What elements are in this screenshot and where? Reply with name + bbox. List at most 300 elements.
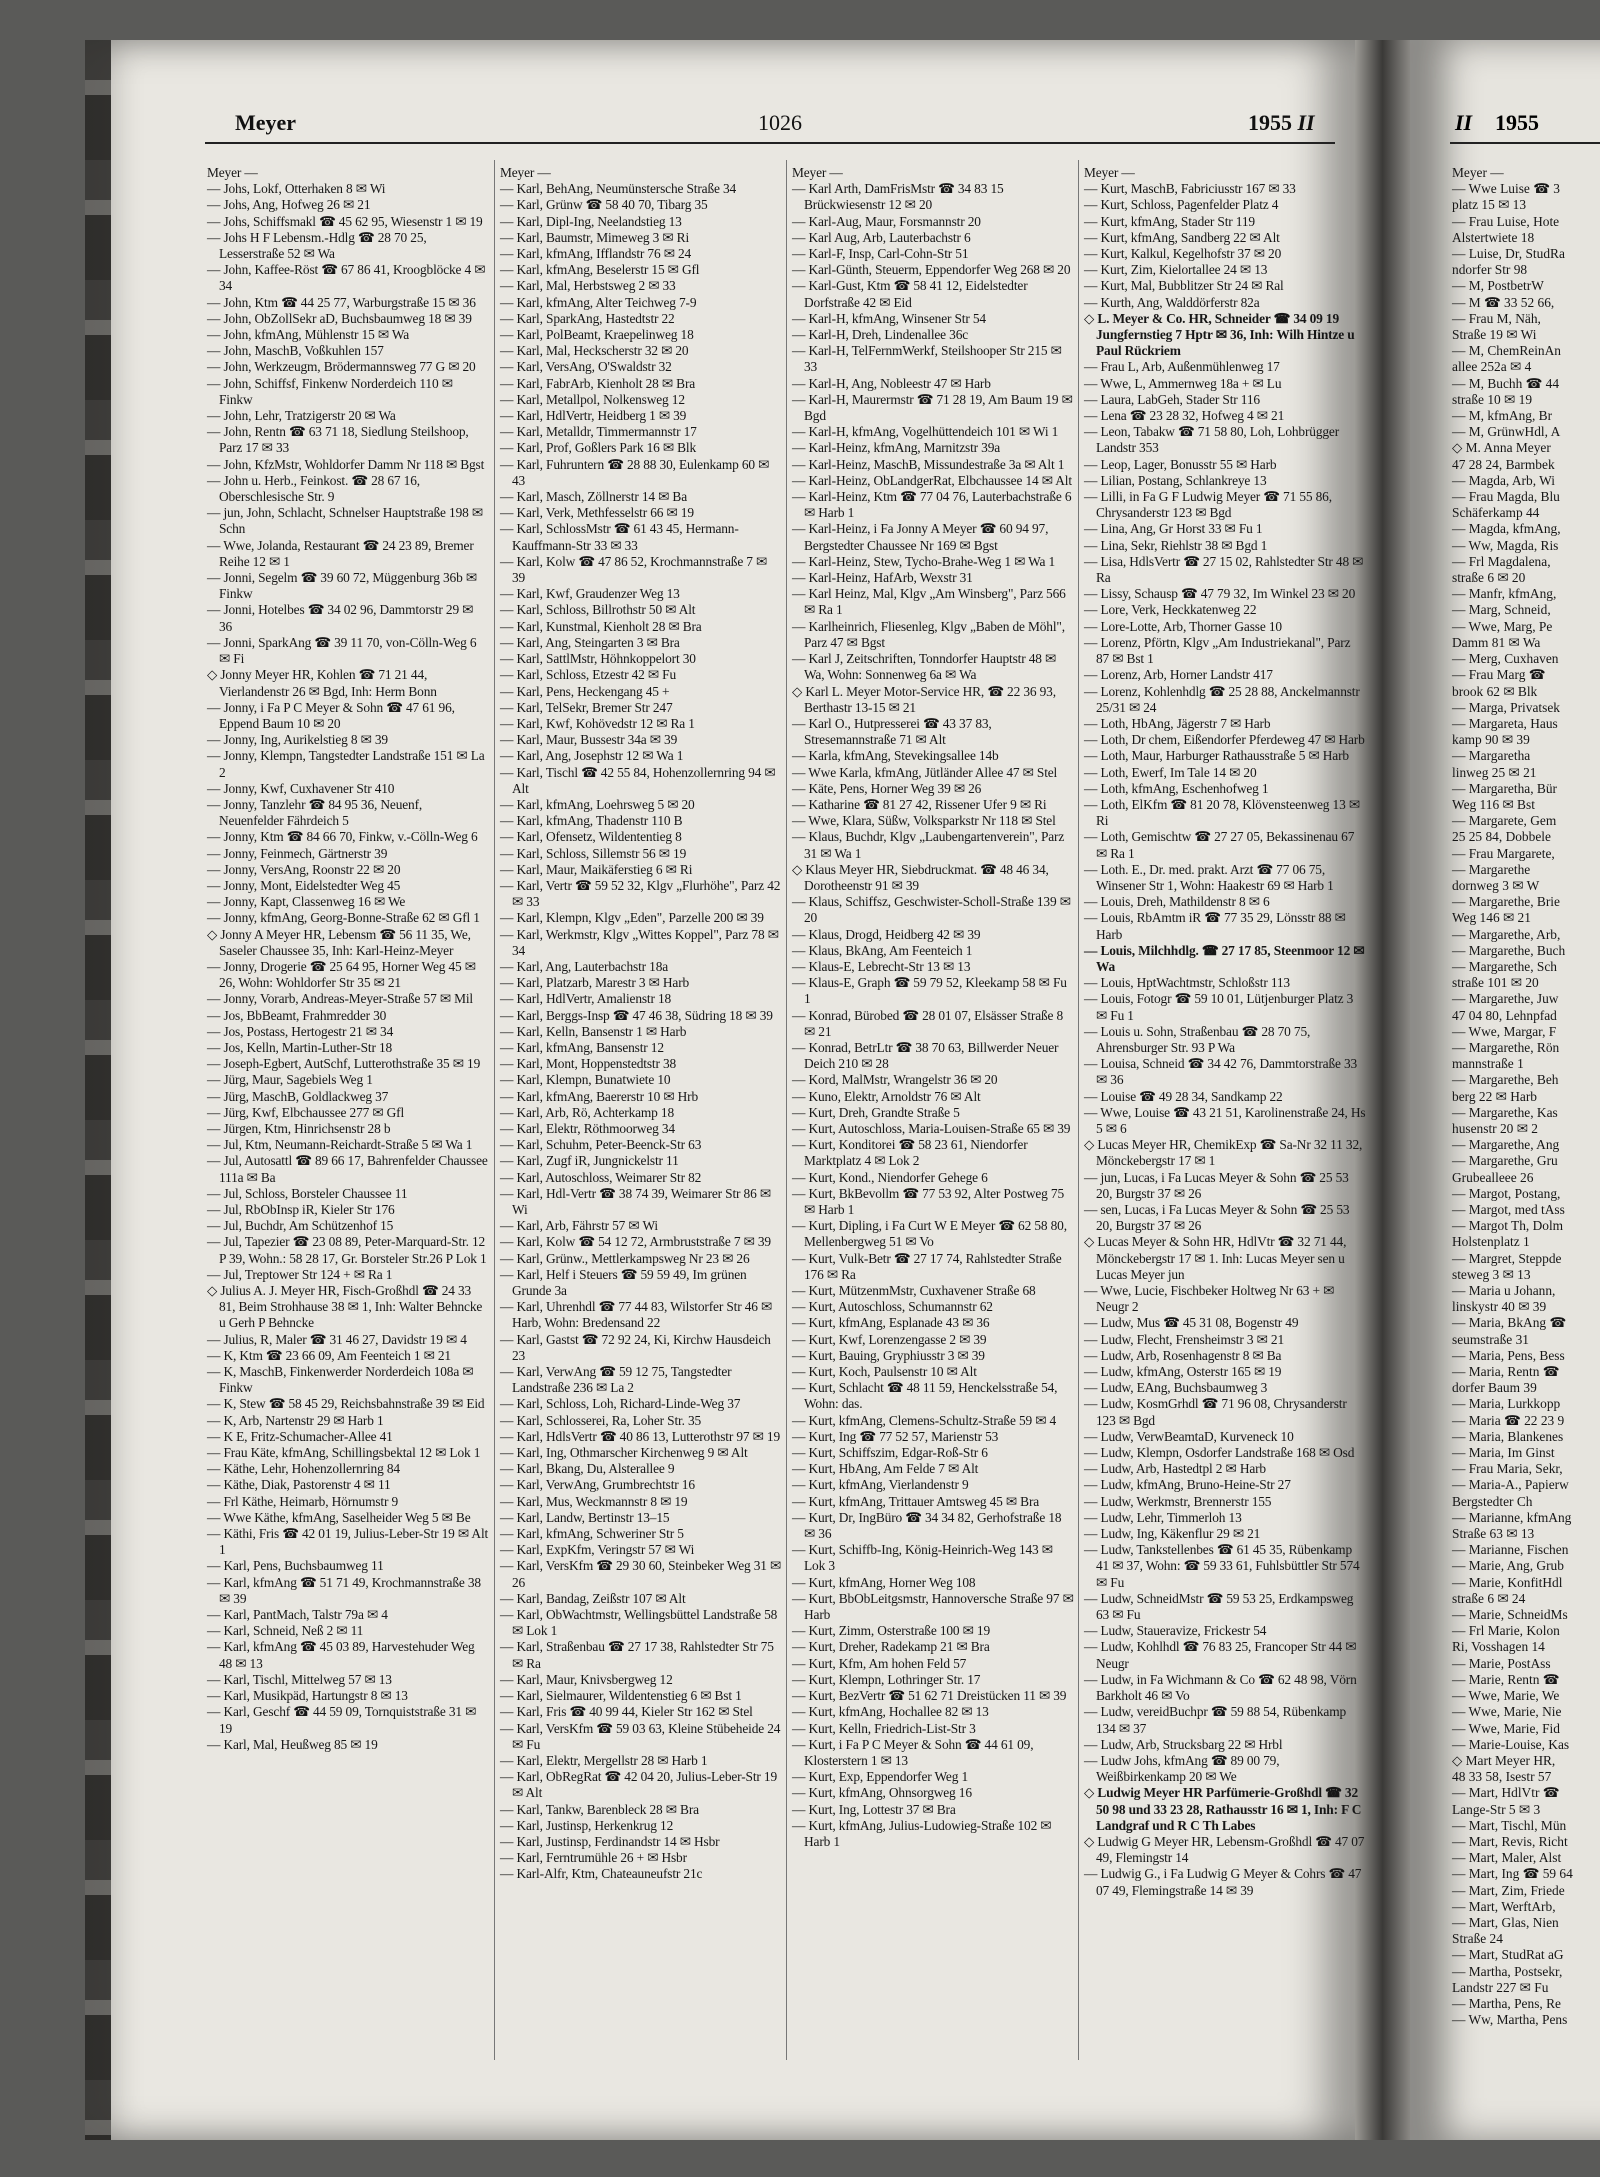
directory-entry: — John, Ktm ☎ 44 25 77, Warburgstraße 15 ✉ 36 bbox=[207, 294, 476, 310]
directory-entry: — Kurt, Vulk-Betr ☎ 27 17 74, Rahlstedter Straße 176 ✉ Ra bbox=[792, 1250, 1062, 1282]
page-number: 1026 bbox=[758, 110, 802, 135]
directory-entry: — Karl, Musikpäd, Hartungstr 8 ✉ 13 bbox=[207, 1688, 408, 1704]
directory-entry: — Jonny, Tanzlehr ☎ 84 95 36, Neuenf, Neuenfelder Fährdeich 5 bbox=[207, 796, 423, 829]
directory-entry: — Karl, kfmAng, Loehrsweg 5 ✉ 20 bbox=[500, 796, 695, 812]
directory-entry: — Maria, Rentn ☎ bbox=[1452, 1364, 1560, 1380]
directory-entry: ◇ Mart Meyer HR, bbox=[1452, 1752, 1556, 1768]
directory-entry: — Martha, Pens, Re bbox=[1452, 1995, 1561, 2011]
directory-entry: — Margareta, Haus bbox=[1452, 715, 1558, 731]
directory-entry: — Kurt, Zimm, Osterstraße 100 ✉ 19 bbox=[792, 1623, 991, 1639]
directory-entry: — Karl, Baumstr, Mimeweg 3 ✉ Ri bbox=[500, 229, 690, 245]
directory-entry: — Wwe, L, Ammernweg 18a + ✉ Lu bbox=[1084, 375, 1282, 391]
directory-entry: ◇ Lucas Meyer & Sohn HR, HdlVtr ☎ 32 71 44, Mönckebergstr 17 ✉ 1. Inh: Lucas Meyer sen u Lucas Meyer jun bbox=[1084, 1234, 1347, 1282]
directory-entry: — Karl, Tischl ☎ 42 55 84, Hohenzollernring 94 ✉ Alt bbox=[500, 764, 776, 796]
directory-entry: — Karl-Heinz, i Fa Jonny A Meyer ☎ 60 94 97, Bergstedter Chaussee Nr 169 ✉ Bgst bbox=[792, 521, 1049, 553]
directory-entry: — Margarethe, Kas bbox=[1452, 1104, 1558, 1120]
directory-entry: — Margarethe, Gru bbox=[1452, 1153, 1558, 1169]
directory-entry: — Karl, kfmAng, Baererstr 10 ✉ Hrb bbox=[500, 1088, 699, 1104]
directory-entry: — Marianne, Fischen bbox=[1452, 1542, 1569, 1558]
directory-entry: — Karl-H, kfmAng, Vogelhüttendeich 101 ✉ Wi 1 bbox=[792, 424, 1059, 440]
directory-entry: — Karl, Autoschloss, Weimarer Str 82 bbox=[500, 1169, 702, 1185]
directory-entry: — Mart, Glas, Nien bbox=[1452, 1914, 1559, 1930]
directory-entry: — Laura, LabGeh, Stader Str 116 bbox=[1084, 391, 1260, 407]
directory-entry: — Kurt, Klempn, Lothringer Str. 17 bbox=[792, 1671, 981, 1687]
directory-entry: — Kurt, Schiffszim, Edgar-Roß-Str 6 bbox=[792, 1445, 988, 1461]
directory-column-1 bbox=[207, 165, 489, 1753]
directory-entry: — Kurt, Ing, Lottestr 37 ✉ Bra bbox=[792, 1801, 956, 1817]
directory-entry: — Karl, Mal, Heußweg 85 ✉ 19 bbox=[207, 1736, 378, 1752]
directory-entry: allee 252a ✉ 4 bbox=[1452, 359, 1532, 375]
directory-entry: ◇ Jonny Meyer HR, Kohlen ☎ 71 21 44, Vierlandenstr 26 ✉ Bgd, Inh: Herm Bonn bbox=[207, 667, 437, 699]
directory-entry: — Karl, Vertr ☎ 59 52 32, Klgv „Flurhöhe", Parz 42 ✉ 33 bbox=[500, 877, 781, 910]
directory-entry: — Karl, VersAng, O'Swaldstr 32 bbox=[500, 359, 672, 375]
directory-entry: — Karl, SattlMstr, Höhnkoppelort 30 bbox=[500, 651, 696, 667]
directory-entry: — Loth. E., Dr. med. prakt. Arzt ☎ 77 06 75, Winsener Str 1, Wohn: Haakestr 69 ✉ Harb 1 bbox=[1084, 861, 1334, 893]
directory-entry: — Louis u. Sohn, Straßenbau ☎ 28 70 75, Ahrensburger Str. 93 P Wa bbox=[1084, 1023, 1311, 1055]
directory-entry: — Karl-Alfr, Ktm, Chateauneufstr 21c bbox=[500, 1866, 703, 1882]
directory-entry: — Karl Arth, DamFrisMstr ☎ 34 83 15 Brückwiesenstr 12 ✉ 20 bbox=[792, 181, 1004, 213]
directory-column-3 bbox=[792, 165, 1074, 1850]
directory-entry: — Ludw, Staueravize, Frickestr 54 bbox=[1084, 1623, 1267, 1639]
directory-entry: — Karl, Zugf iR, Jungnickelstr 11 bbox=[500, 1153, 679, 1169]
directory-entry: — Karl, Verk, Methfesselstr 66 ✉ 19 bbox=[500, 505, 694, 521]
directory-entry: — Karl, Justinsp, Ferdinandstr 14 ✉ Hsbr bbox=[500, 1833, 720, 1849]
directory-entry: — Margarethe, Sch bbox=[1452, 958, 1557, 974]
directory-entry: — Karl, PolBeamt, Kraepelinweg 18 bbox=[500, 327, 694, 343]
directory-entry: — Kurt, Dr, IngBüro ☎ 34 34 82, Gerhofstraße 18 ✉ 36 bbox=[792, 1509, 1062, 1542]
directory-entry: — Karl, BehAng, Neumünstersche Straße 34 bbox=[500, 181, 737, 197]
directory-entry: — Jul, RbObInsp iR, Kieler Str 176 bbox=[207, 1202, 395, 1217]
directory-entry: — Loth, Gemischtw ☎ 27 27 05, Bekassinenau 67 ✉ Ra 1 bbox=[1084, 829, 1355, 861]
directory-entry: — M ☎ 33 52 66, bbox=[1452, 294, 1555, 310]
directory-entry: — Loth, HbAng, Jägerstr 7 ✉ Harb bbox=[1084, 715, 1271, 731]
directory-entry: — Maria-A., Papierw bbox=[1452, 1477, 1569, 1493]
directory-entry: — Leop, Lager, Bonusstr 55 ✉ Harb bbox=[1084, 456, 1277, 472]
directory-entry: — Mart, Maler, Alst bbox=[1452, 1850, 1562, 1866]
directory-entry: — Käte, Pens, Horner Weg 39 ✉ 26 bbox=[792, 780, 982, 796]
directory-entry: — Lore-Lotte, Arb, Thorner Gasse 10 bbox=[1084, 618, 1282, 634]
directory-entry: — Wwe Käthe, kfmAng, Saselheider Weg 5 ✉ Be bbox=[207, 1509, 471, 1525]
directory-entry: — Jul, Treptower Str 124 + ✉ Ra 1 bbox=[207, 1266, 393, 1282]
directory-entry: platz 15 ✉ 13 bbox=[1452, 197, 1527, 213]
directory-entry: Straße 63 ✉ 13 bbox=[1452, 1526, 1535, 1542]
header-rule bbox=[205, 142, 1335, 144]
directory-entry: — Kurt, Kond., Niendorfer Gehege 6 bbox=[792, 1169, 988, 1185]
directory-entry: — Karl, Helf i Steuers ☎ 59 59 49, Im grünen Grunde 3a bbox=[500, 1266, 747, 1299]
directory-entry: — Karl, Maur, Bussestr 34a ✉ 39 bbox=[500, 732, 678, 748]
directory-entry: — Kurt, Kelln, Friedrich-List-Str 3 bbox=[792, 1720, 976, 1736]
directory-entry: Meyer — bbox=[207, 165, 258, 180]
directory-entry: — Lilli, in Fa G F Ludwig Meyer ☎ 71 55 86, Chrysanderstr 123 ✉ Bgd bbox=[1084, 489, 1332, 521]
directory-entry: — Karl-Heinz, kfmAng, Marnitzstr 39a bbox=[792, 440, 1001, 456]
directory-entry: — Mart, StudRat aG bbox=[1452, 1947, 1564, 1963]
directory-entry: — Karl-H, TelFernmWerkf, Steilshooper Str 215 ✉ 33 bbox=[792, 343, 1062, 375]
directory-entry: — Ludw, Lehr, Timmerloh 13 bbox=[1084, 1509, 1242, 1525]
directory-entry: — Karl O., Hutpresserei ☎ 43 37 83, Stresemannstraße 71 ✉ Alt bbox=[792, 715, 992, 748]
directory-entry: — Loth, Dr chem, Eißendorfer Pferdeweg 47 ✉ Harb bbox=[1084, 732, 1365, 748]
directory-entry: — Jonny, Mont, Eidelstedter Weg 45 bbox=[207, 877, 401, 893]
directory-entry: — Ludw, VerwBeamtaD, Kurveneck 10 bbox=[1084, 1428, 1294, 1444]
directory-entry: — Karl, Pens, Buchsbaumweg 11 bbox=[207, 1558, 384, 1574]
directory-entry: — Leon, Tabakw ☎ 71 58 80, Loh, Lohbrügger Landstr 353 bbox=[1084, 424, 1340, 456]
directory-entry: — Ludw, KosmGrhdl ☎ 71 96 08, Chrysanderstr 123 ✉ Bgd bbox=[1084, 1396, 1347, 1428]
directory-entry: — Ludw, Werkmstr, Brennerstr 155 bbox=[1084, 1493, 1272, 1509]
directory-entry: — Kurt, Mal, Bubblitzer Str 24 ✉ Ral bbox=[1084, 278, 1284, 294]
directory-entry: — Kurt, kfmAng, Vierlandenstr 9 bbox=[792, 1477, 969, 1493]
directory-entry: — Karl, Schuhm, Peter-Beenck-Str 63 bbox=[500, 1137, 702, 1153]
directory-entry: — Karl, Mal, Herbstsweg 2 ✉ 33 bbox=[500, 278, 676, 294]
directory-entry: — Karl, Grünw., Mettlerkampsweg Nr 23 ✉ 26 bbox=[500, 1250, 750, 1266]
directory-entry: — Karl, Sielmaurer, Wildentenstieg 6 ✉ Bst 1 bbox=[500, 1688, 742, 1704]
directory-entry: dorfer Baum 39 bbox=[1452, 1380, 1537, 1396]
column-divider bbox=[786, 160, 787, 2060]
directory-entry: — Louis, HptWachtmstr, Schloßstr 113 bbox=[1084, 975, 1290, 991]
directory-entry: — Karl-F, Insp, Carl-Cohn-Str 51 bbox=[792, 246, 969, 262]
directory-entry: mannstraße 1 bbox=[1452, 1056, 1524, 1072]
directory-entry: — Kurt, Autoschloss, Maria-Louisen-Straße 65 ✉ 39 bbox=[792, 1120, 1071, 1136]
directory-entry: — Karl, Justinsp, Herkenkrug 12 bbox=[500, 1817, 674, 1833]
directory-entry: — Frau L, Arb, Außenmühlenweg 17 bbox=[1084, 359, 1280, 375]
directory-entry: — Manfr, kfmAng, bbox=[1452, 586, 1557, 602]
directory-entry: — Ludw, Flecht, Frensheimstr 3 ✉ 21 bbox=[1084, 1331, 1284, 1347]
directory-entry: — Ludw, Kohlhdl ☎ 76 83 25, Francoper Str 44 ✉ Neugr bbox=[1084, 1639, 1357, 1671]
directory-entry: — Ludw, Mus ☎ 45 31 08, Bogenstr 49 bbox=[1084, 1315, 1299, 1331]
directory-entry: — Karl, Mont, Hoppenstedtstr 38 bbox=[500, 1056, 677, 1072]
directory-entry: — Käthe, Diak, Pastorenstr 4 ✉ 11 bbox=[207, 1477, 391, 1493]
directory-entry: — Jonny, Kwf, Cuxhavener Str 410 bbox=[207, 780, 395, 796]
directory-entry: — Louis, RbAmtm iR ☎ 77 35 29, Lönsstr 88 ✉ Harb bbox=[1084, 910, 1346, 942]
directory-entry: — Ludw, vereidBuchpr ☎ 59 88 54, Rübenkamp 134 ✉ 37 bbox=[1084, 1704, 1347, 1736]
directory-entry: Holstenplatz 1 bbox=[1452, 1234, 1530, 1250]
directory-entry: — Ludw, Arb, Rosenhagenstr 8 ✉ Ba bbox=[1084, 1347, 1282, 1363]
directory-entry: husenstr 20 ✉ 2 bbox=[1452, 1120, 1538, 1136]
directory-entry: — Ludw, Arb, Strucksbarg 22 ✉ Hrbl bbox=[1084, 1736, 1283, 1752]
directory-entry: ◇ Julius A. J. Meyer HR, Fisch-Großhdl ☎ 24 33 81, Beim Strohhause 38 ✉ 1, Inh: Walter Behncke u Gerh P Behncke bbox=[207, 1283, 483, 1331]
year: 1955 bbox=[1248, 110, 1292, 135]
directory-entry: — Lisa, HdlsVertr ☎ 27 15 02, Rahlstedter Str 48 ✉ Ra bbox=[1084, 553, 1364, 586]
directory-entry: Damm 81 ✉ Wa bbox=[1452, 634, 1541, 650]
directory-entry: — Ludw, kfmAng, Bruno-Heine-Str 27 bbox=[1084, 1477, 1291, 1493]
directory-entry: — Karl, Bkang, Du, Alsterallee 9 bbox=[500, 1461, 675, 1477]
directory-entry: — Kurt, kfmAng, Julius-Ludowieg-Straße 102 ✉ Harb 1 bbox=[792, 1817, 1052, 1849]
directory-entry: — Margarethe, Arb, bbox=[1452, 926, 1561, 942]
directory-entry: — Karl, Fuhruntern ☎ 28 88 30, Eulenkamp 60 ✉ 43 bbox=[500, 456, 770, 488]
directory-entry: — Kurt, HbAng, Am Felde 7 ✉ Alt bbox=[792, 1461, 979, 1477]
directory-entry: — Frl Marie, Kolon bbox=[1452, 1623, 1560, 1639]
directory-entry: — Kurt, Ing ☎ 77 52 57, Marienstr 53 bbox=[792, 1428, 999, 1444]
directory-entry: — Kurt, MaschB, Fabriciusstr 167 ✉ 33 bbox=[1084, 181, 1296, 197]
directory-entry: — John, KfzMstr, Wohldorfer Damm Nr 118 ✉ Bgst bbox=[207, 456, 485, 472]
directory-entry: — K, Arb, Nartenstr 29 ✉ Harb 1 bbox=[207, 1412, 384, 1428]
directory-entry: steweg 3 ✉ 13 bbox=[1452, 1266, 1531, 1282]
directory-entry: — Ludw, in Fa Wichmann & Co ☎ 62 48 98, Vörn Barkholt 46 ✉ Vo bbox=[1084, 1671, 1357, 1704]
directory-entry: — Karlheinrich, Fliesenleg, Klgv „Baben de Möhl", Parz 47 ✉ Bgst bbox=[792, 618, 1065, 650]
directory-entry: — Karl, Ferntrumühle 26 + ✉ Hsbr bbox=[500, 1850, 687, 1866]
directory-entry: — Kurt, kfmAng, Horner Weg 108 bbox=[792, 1574, 976, 1590]
directory-entry: Alstertwiete 18 bbox=[1452, 229, 1535, 245]
directory-entry: — Karl, Ang, Steingarten 3 ✉ Bra bbox=[500, 634, 680, 650]
directory-entry: — Wwe, Marie, Nie bbox=[1452, 1704, 1562, 1720]
directory-entry: — Frau Margarete, bbox=[1452, 845, 1555, 861]
directory-entry: — Karl-H, Dreh, Lindenallee 36c bbox=[792, 327, 969, 343]
directory-entry: — Klaus, Drogd, Heidberg 42 ✉ 39 bbox=[792, 926, 981, 942]
directory-entry: — jun, Lucas, i Fa Lucas Meyer & Sohn ☎ 25 53 20, Burgstr 37 ✉ 26 bbox=[1084, 1169, 1349, 1201]
directory-entry: — Maria, Im Ginst bbox=[1452, 1445, 1555, 1461]
directory-entry: — Wwe, Margar, F bbox=[1452, 1023, 1557, 1039]
directory-entry: straße 6 ✉ 20 bbox=[1452, 570, 1526, 586]
directory-entry: — Karl-H, Ang, Nobleestr 47 ✉ Harb bbox=[792, 375, 991, 391]
directory-entry: — Karl, Schloss, Sillemstr 56 ✉ 19 bbox=[500, 845, 687, 861]
right-page-part: II bbox=[1455, 110, 1473, 135]
directory-entry: — Ludw Johs, kfmAng ☎ 89 00 79, Weißbirkenkamp 20 ✉ We bbox=[1084, 1752, 1280, 1785]
directory-entry: — Magda, Arb, Wi bbox=[1452, 472, 1555, 488]
directory-entry: ◇ M. Anna Meyer bbox=[1452, 440, 1551, 456]
directory-entry: — Karl, kfmAng, Beselerstr 15 ✉ Gfl bbox=[500, 262, 700, 278]
directory-entry: — Jonny, Kapt, Classenweg 16 ✉ We bbox=[207, 894, 406, 910]
directory-entry: — Jonni, Hotelbes ☎ 34 02 96, Dammtorstr 29 ✉ 36 bbox=[207, 602, 474, 634]
directory-entry: Schäferkamp 44 bbox=[1452, 505, 1540, 521]
directory-entry: berg 22 ✉ Harb bbox=[1452, 1088, 1537, 1104]
directory-entry: — Louisa, Schneid ☎ 34 42 76, Dammtorstraße 33 ✉ 36 bbox=[1084, 1056, 1358, 1088]
directory-entry: — Margarethe, Ang bbox=[1452, 1137, 1560, 1153]
directory-entry: — Klaus-E, Lebrecht-Str 13 ✉ 13 bbox=[792, 958, 971, 974]
directory-entry: — Kurth, Ang, Walddörferstr 82a bbox=[1084, 294, 1260, 310]
directory-entry: — Margarethe, Rön bbox=[1452, 1039, 1560, 1055]
directory-entry: — Karl, Klempn, Bunatwiete 10 bbox=[500, 1072, 671, 1088]
directory-entry: — Kurt, BkBevollm ☎ 77 53 92, Alter Postweg 75 ✉ Harb 1 bbox=[792, 1185, 1065, 1217]
directory-entry: — Karl, Schloss, Billrothstr 50 ✉ Alt bbox=[500, 602, 696, 618]
directory-entry: — Käthi, Fris ☎ 42 01 19, Julius-Leber-Str 19 ✉ Alt 1 bbox=[207, 1526, 489, 1558]
directory-entry: — Kurt, Konditorei ☎ 58 23 61, Niendorfer Marktplatz 4 ✉ Lok 2 bbox=[792, 1137, 1028, 1169]
directory-entry: — Karl, Ang, Lauterbachstr 18a bbox=[500, 958, 669, 974]
directory-entry: — Kord, MalMstr, Wrangelstr 36 ✉ 20 bbox=[792, 1072, 998, 1088]
directory-entry: — Frau Luise, Hote bbox=[1452, 213, 1560, 229]
directory-entry: — Karl, Ang, Josephstr 12 ✉ Wa 1 bbox=[500, 748, 684, 764]
directory-entry: — John, Schiffsf, Finkenw Norderdeich 110 ✉ Finkw bbox=[207, 375, 453, 407]
running-head-name: Meyer bbox=[235, 110, 297, 135]
directory-entry: — Maria u Johann, bbox=[1452, 1283, 1556, 1299]
directory-entry: — Karl, VersKfm ☎ 59 03 63, Kleine Stübeheide 24 ✉ Fu bbox=[500, 1720, 781, 1752]
directory-entry: — Kuno, Elektr, Arnoldstr 76 ✉ Alt bbox=[792, 1088, 981, 1104]
directory-entry: — Jul, Buchdr, Am Schützenhof 15 bbox=[207, 1218, 394, 1234]
directory-entry: ◇ L. Meyer & Co. HR, Schneider ☎ 34 09 19 Jungfernstieg 7 Hptr ✉ 36, Inh: Wilh Hintze u Paul Rückriem bbox=[1084, 310, 1355, 359]
directory-entry: — Lissy, Schausp ☎ 47 79 32, Im Winkel 23 ✉ 20 bbox=[1084, 586, 1356, 602]
directory-entry: — Kurt, Autoschloss, Schumannstr 62 bbox=[792, 1299, 993, 1315]
directory-entry: — Jonni, Segelm ☎ 39 60 72, Müggenburg 36b ✉ Finkw bbox=[207, 570, 477, 602]
directory-entry: — M, ChemReinAn bbox=[1452, 343, 1561, 359]
directory-entry: — Karl, Elektr, Mergellstr 28 ✉ Harb 1 bbox=[500, 1752, 708, 1768]
directory-entry: — Joseph-Egbert, AutSchf, Lutterothstraße 35 ✉ 19 bbox=[207, 1056, 481, 1072]
directory-entry: — Karl, SparkAng, Hastedtstr 22 bbox=[500, 310, 675, 326]
directory-entry: — Karl, Platzarb, Marestr 3 ✉ Harb bbox=[500, 975, 690, 991]
directory-entry: — Kurt, Koch, Paulsenstr 10 ✉ Alt bbox=[792, 1364, 977, 1380]
directory-entry: — Kurt, kfmAng, Sandberg 22 ✉ Alt bbox=[1084, 229, 1280, 245]
directory-entry: — Kurt, Schloss, Pagenfelder Platz 4 bbox=[1084, 197, 1279, 213]
directory-entry: — Karl, Metalldr, Timmermannstr 17 bbox=[500, 424, 697, 440]
directory-entry: — Kurt, Schlacht ☎ 48 11 59, Henckelsstraße 54, Wohn: das. bbox=[792, 1380, 1058, 1412]
directory-entry: — Karl, VerwAng ☎ 59 12 75, Tangstedter Landstraße 236 ✉ La 2 bbox=[500, 1364, 732, 1396]
directory-entry: — Margret, Steppde bbox=[1452, 1250, 1562, 1266]
directory-entry: — Karl, SchlossMstr ☎ 61 43 45, Hermann-Kauffmann-Str 33 ✉ 33 bbox=[500, 521, 739, 553]
directory-entry: — Karl, ObWachtmstr, Wellingsbüttel Landstraße 58 ✉ Lok 1 bbox=[500, 1607, 778, 1639]
directory-entry: — John, MaschB, Voßkuhlen 157 bbox=[207, 343, 384, 359]
directory-entry: — Jos, Postass, Hertogestr 21 ✉ 34 bbox=[207, 1023, 394, 1039]
column-divider bbox=[494, 160, 495, 2060]
directory-entry: — Karla, kfmAng, Stevekingsallee 14b bbox=[792, 748, 999, 764]
directory-entry: — Frau Marg ☎ bbox=[1452, 667, 1546, 683]
directory-entry: — Karl-Günth, Steuerm, Eppendorfer Weg 268 ✉ 20 bbox=[792, 262, 1071, 278]
directory-entry: — Karl, kfmAng ☎ 51 71 49, Krochmannstraße 38 ✉ 39 bbox=[207, 1574, 481, 1606]
directory-entry: ◇ Klaus Meyer HR, Siebdruckmat. ☎ 48 46 34, Dorotheenstr 91 ✉ 39 bbox=[792, 861, 1049, 893]
directory-entry: Meyer — bbox=[500, 165, 551, 180]
directory-column-4 bbox=[1084, 165, 1366, 1899]
directory-entry: — Margot Th, Dolm bbox=[1452, 1218, 1564, 1234]
directory-entry: — M, GrünwHdl, A bbox=[1452, 424, 1561, 440]
directory-entry: — Karl-H, kfmAng, Winsener Str 54 bbox=[792, 310, 986, 326]
directory-entry: — Kurt, kfmAng, Clemens-Schultz-Straße 59 ✉ 4 bbox=[792, 1412, 1057, 1428]
directory-entry: — Karl, Kelln, Bansenstr 1 ✉ Harb bbox=[500, 1023, 687, 1039]
directory-entry: — K, Stew ☎ 58 45 29, Reichsbahnstraße 39 ✉ Eid bbox=[207, 1396, 485, 1412]
directory-entry: — Kurt, BbObLeitgsmstr, Hannoversche Straße 97 ✉ Harb bbox=[792, 1590, 1074, 1623]
directory-entry: — Karl, kfmAng, Thadenstr 110 B bbox=[500, 813, 683, 829]
directory-entry: — Karl, Masch, Zöllnerstr 14 ✉ Ba bbox=[500, 489, 688, 505]
directory-entry: — Karl, kfmAng, Alter Teichweg 7-9 bbox=[500, 294, 697, 310]
directory-entry: — Frau Käte, kfmAng, Schillingsbektal 12 ✉ Lok 1 bbox=[207, 1445, 481, 1461]
directory-entry: kamp 90 ✉ 39 bbox=[1452, 732, 1530, 748]
directory-entry: — Ludw, EAng, Buchsbaumweg 3 bbox=[1084, 1380, 1268, 1396]
directory-entry: ◇ Karl L. Meyer Motor-Service HR, ☎ 22 36 93, Berthastr 13-15 ✉ 21 bbox=[792, 683, 1056, 715]
directory-entry: — Karl, Schloss, Loh, Richard-Linde-Weg 37 bbox=[500, 1396, 741, 1412]
directory-entry: — Karl J, Zeitschriften, Tonndorfer Hauptstr 48 ✉ Wa, Wohn: Sonnenweg 6a ✉ Wa bbox=[792, 651, 1057, 683]
directory-entry: — Karl, Kwf, Kohövedstr 12 ✉ Ra 1 bbox=[500, 715, 695, 731]
directory-entry: — Karl, Klempn, Klgv „Eden", Parzelle 200 ✉ 39 bbox=[500, 910, 764, 926]
directory-entry: — Frau M, Näh, bbox=[1452, 310, 1541, 326]
directory-entry: — Karl-Heinz, Stew, Tycho-Brahe-Weg 1 ✉ Wa 1 bbox=[792, 553, 1056, 569]
directory-entry: — Wwe, Klara, Süßw, Volksparkstr Nr 118 ✉ Stel bbox=[792, 813, 1056, 829]
directory-entry: — John, kfmAng, Mühlenstr 15 ✉ Wa bbox=[207, 327, 410, 343]
directory-entry: — Karl, kfmAng, Ifflandstr 76 ✉ 24 bbox=[500, 246, 692, 262]
directory-entry: — Karl, Werkmstr, Klgv „Wittes Koppel", Parz 78 ✉ 34 bbox=[500, 926, 779, 958]
directory-entry: — Jul, Tapezier ☎ 23 08 89, Peter-Marquard-Str. 12 P 39, Wohn.: 58 28 17, Gr. Borsteler Str.26 P Lok 1 bbox=[207, 1234, 487, 1266]
directory-entry: — Karl, FabrArb, Kienholt 28 ✉ Bra bbox=[500, 375, 696, 391]
directory-entry: — Marianne, kfmAng bbox=[1452, 1509, 1572, 1525]
directory-entry: — Kurt, kfmAng, Ohnsorgweg 16 bbox=[792, 1785, 972, 1801]
directory-entry: — Karl, Maur, Knivsbergweg 12 bbox=[500, 1671, 673, 1687]
directory-entry: — Lena ☎ 23 28 32, Hofweg 4 ✉ 21 bbox=[1084, 408, 1285, 424]
directory-entry: — Wwe, Marg, Pe bbox=[1452, 618, 1553, 634]
directory-entry: — Karl, Kwf, Graudenzer Weg 13 bbox=[500, 586, 680, 602]
directory-entry: — Margarete, Gem bbox=[1452, 813, 1557, 829]
directory-entry: — John, Werkzeugm, Brödermannsweg 77 G ✉ 20 bbox=[207, 359, 476, 375]
directory-entry: — Jonny, VersAng, Roonstr 22 ✉ 20 bbox=[207, 861, 401, 877]
directory-entry: — Karl, PantMach, Talstr 79a ✉ 4 bbox=[207, 1607, 388, 1623]
directory-entry: — Konrad, Bürobed ☎ 28 01 07, Elsässer Straße 8 ✉ 21 bbox=[792, 1007, 1064, 1039]
directory-entry: Landstr 227 ✉ Fu bbox=[1452, 1979, 1549, 1995]
directory-entry: — Kurt, Kalkul, Kegelhofstr 37 ✉ 20 bbox=[1084, 246, 1282, 262]
directory-entry: — Karl, HdlVertr, Heidberg 1 ✉ 39 bbox=[500, 408, 687, 424]
directory-entry: — Johs, Ang, Hofweg 26 ✉ 21 bbox=[207, 197, 371, 213]
directory-entry: — Wwe Karla, kfmAng, Jütländer Allee 47 ✉ Stel bbox=[792, 764, 1058, 780]
directory-entry: — Jonny, Drogerie ☎ 25 64 95, Horner Weg 45 ✉ 26, Wohn: Wohldorfer Str 35 ✉ 21 bbox=[207, 958, 476, 991]
directory-entry: — Jos, Kelln, Martin-Luther-Str 18 bbox=[207, 1039, 393, 1055]
directory-entry: — Karl, Pens, Heckengang 45 + bbox=[500, 683, 670, 699]
directory-entry: — Louis, Fotogr ☎ 59 10 01, Lütjenburger Platz 3 ✉ Fu 1 bbox=[1084, 991, 1354, 1023]
directory-entry: — Maria, Pens, Bess bbox=[1452, 1347, 1565, 1363]
directory-entry: — Lorenz, Kohlenhdlg ☎ 25 28 88, Anckelmannstr 25/31 ✉ 24 bbox=[1084, 683, 1360, 715]
directory-entry: — Wwe, Lucie, Fischbeker Holtweg Nr 63 + ✉ Neugr 2 bbox=[1084, 1283, 1335, 1315]
directory-entry: Meyer — bbox=[1084, 165, 1135, 180]
directory-entry: — Kurt, Bauing, Gryphiusstr 3 ✉ 39 bbox=[792, 1347, 985, 1363]
directory-entry: — Kurt, Kfm, Am hohen Feld 57 bbox=[792, 1655, 967, 1671]
directory-entry: seumstraße 31 bbox=[1452, 1331, 1529, 1347]
directory-entry: — M, PostbetrW bbox=[1452, 278, 1544, 294]
directory-entry: — Jonni, SparkAng ☎ 39 11 70, von-Cölln-Weg 6 ✉ Fi bbox=[207, 634, 477, 667]
directory-entry: — Karl, Mus, Weckmannstr 8 ✉ 19 bbox=[500, 1493, 688, 1509]
directory-entry: — Jonny, i Fa P C Meyer & Sohn ☎ 47 61 96, Eppend Baum 10 ✉ 20 bbox=[207, 699, 455, 731]
directory-entry: — Frau Maria, Sekr, bbox=[1452, 1461, 1563, 1477]
directory-entry: — Konrad, BetrLtr ☎ 38 70 63, Billwerder Neuer Deich 210 ✉ 28 bbox=[792, 1039, 1059, 1072]
directory-entry: — Klaus, BkAng, Am Feenteich 1 bbox=[792, 942, 973, 958]
directory-entry: — Karl, TelSekr, Bremer Str 247 bbox=[500, 699, 673, 715]
directory-entry: — Wwe Luise ☎ 3 bbox=[1452, 181, 1560, 197]
directory-entry: — Karl, Hdl-Vertr ☎ 38 74 39, Weimarer Str 86 ✉ Wi bbox=[500, 1185, 771, 1217]
directory-entry: — Margot, Postang, bbox=[1452, 1185, 1561, 1201]
directory-entry: — Marie, Ang, Grub bbox=[1452, 1558, 1564, 1574]
directory-entry: — K E, Fritz-Schumacher-Allee 41 bbox=[207, 1428, 393, 1444]
directory-entry: — Jos, BbBeamt, Frahmredder 30 bbox=[207, 1007, 387, 1023]
directory-entry: Straße 24 bbox=[1452, 1931, 1503, 1947]
directory-entry: — M, kfmAng, Br bbox=[1452, 408, 1553, 424]
directory-entry: 47 04 80, Lehnpfad bbox=[1452, 1007, 1557, 1023]
directory-entry: — Kurt, Exp, Eppendorfer Weg 1 bbox=[792, 1769, 969, 1785]
directory-entry: — Karl-H, Maurermstr ☎ 71 28 19, Am Baum 19 ✉ Bgd bbox=[792, 391, 1073, 424]
directory-entry: — Margarethe, Buch bbox=[1452, 942, 1566, 958]
directory-entry: — Maria ☎ 22 23 9 bbox=[1452, 1412, 1565, 1428]
directory-entry: — Lorenz, Pförtn, Klgv „Am Industriekanal", Parz 87 ✉ Bst 1 bbox=[1084, 634, 1351, 667]
directory-entry: — Karl Heinz, Mal, Klgv „Am Winsberg", Parz 566 ✉ Ra 1 bbox=[792, 586, 1066, 618]
directory-entry: — Louise ☎ 49 28 34, Sandkamp 22 bbox=[1084, 1088, 1283, 1104]
directory-entry: — Jonny, Feinmech, Gärtnerstr 39 bbox=[207, 845, 388, 861]
directory-entry: — Lorenz, Arb, Horner Landstr 417 bbox=[1084, 667, 1273, 683]
directory-entry: brook 62 ✉ Blk bbox=[1452, 683, 1538, 699]
running-head-year bbox=[1248, 110, 1315, 136]
directory-entry: — Karl, Bandag, Zeißstr 107 ✉ Alt bbox=[500, 1590, 686, 1606]
directory-entry: — Marie, SchneidMs bbox=[1452, 1607, 1568, 1623]
directory-entry: — Karl, Kolw ☎ 47 86 52, Krochmannstraße 7 ✉ 39 bbox=[500, 553, 768, 586]
directory-entry: — Katharine ☎ 81 27 42, Rissener Ufer 9 ✉ Ri bbox=[792, 796, 1047, 812]
directory-entry: linskystr 40 ✉ 39 bbox=[1452, 1299, 1547, 1315]
directory-entry: — Kurt, Zim, Kielortallee 24 ✉ 13 bbox=[1084, 262, 1268, 278]
directory-entry: — Margarethe, Brie bbox=[1452, 894, 1560, 910]
directory-entry: — Frau Magda, Blu bbox=[1452, 489, 1560, 505]
directory-entry: — Karl, Arb, Fährstr 57 ✉ Wi bbox=[500, 1218, 658, 1234]
directory-entry: — Merg, Cuxhaven bbox=[1452, 651, 1559, 667]
directory-entry: — Karl, VerwAng, Grumbrechtstr 16 bbox=[500, 1477, 695, 1493]
directory-entry: — Karl, HdlsVertr ☎ 40 86 13, Lutterothstr 97 ✉ 19 bbox=[500, 1428, 780, 1444]
directory-entry: — Marie, Rentn ☎ bbox=[1452, 1671, 1560, 1687]
directory-entry: — Loth, kfmAng, Eschenhofweg 1 bbox=[1084, 780, 1269, 796]
directory-entry: — Jul, Autosattl ☎ 89 66 17, Bahrenfelder Chaussee 111a ✉ Ba bbox=[207, 1153, 488, 1185]
directory-entry: — Jonny, Vorarb, Andreas-Meyer-Straße 57 ✉ Mil bbox=[207, 991, 473, 1007]
directory-entry: — Karl, Mal, Heckscherstr 32 ✉ 20 bbox=[500, 343, 689, 359]
directory-entry: straße 101 ✉ 20 bbox=[1452, 975, 1539, 991]
directory-entry: — Kurt, Dipling, i Fa Curt W E Meyer ☎ 62 58 80, Mellenbergweg 51 ✉ Vo bbox=[792, 1218, 1067, 1250]
directory-entry: — Frl Käthe, Heimarb, Hörnumstr 9 bbox=[207, 1493, 399, 1509]
directory-entry: — Ww, Magda, Ris bbox=[1452, 537, 1559, 553]
directory-entry: — Karl-Heinz, ObLandgerRat, Elbchaussee 14 ✉ Alt bbox=[792, 472, 1072, 488]
directory-entry: — John u. Herb., Feinkost. ☎ 28 67 16, Oberschlesische Str. 9 bbox=[207, 472, 420, 505]
directory-entry: — Karl, Tankw, Barenbleck 28 ✉ Bra bbox=[500, 1801, 699, 1817]
